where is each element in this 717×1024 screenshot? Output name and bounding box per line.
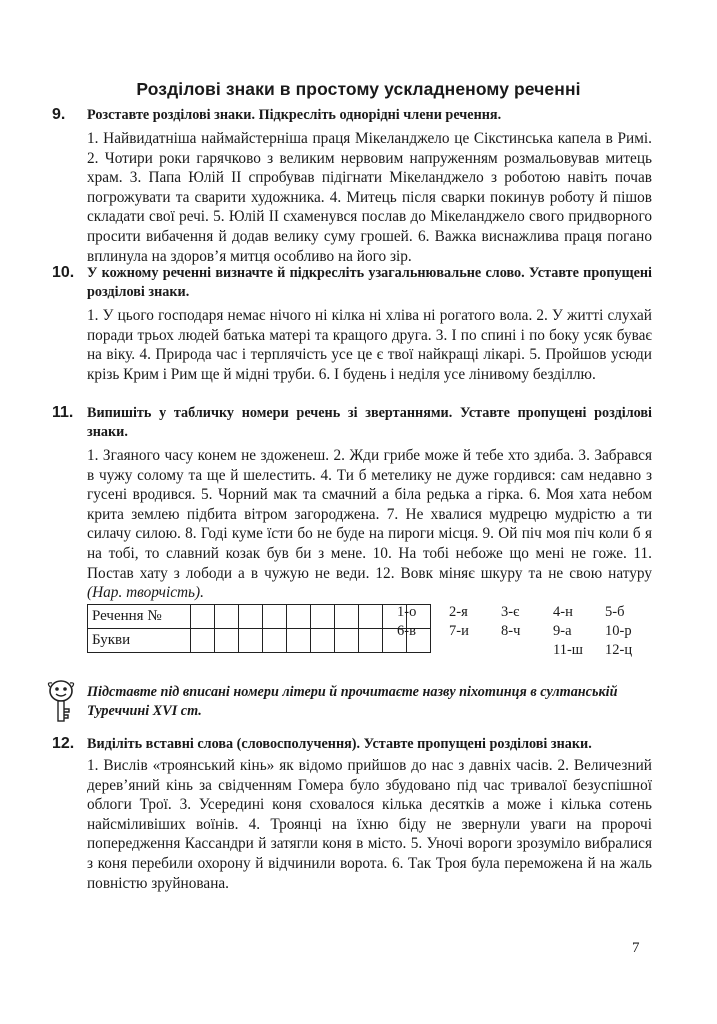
key-row <box>397 641 657 660</box>
key-item: 2-я <box>449 604 468 620</box>
answer-cell[interactable] <box>359 629 383 653</box>
exercise-task: Випишіть у табличку номери речень зі звертаннями. Уставте пропущені розділові знаки. <box>87 405 652 440</box>
exercise-body-text: 1. Згаяного часу конем не здоженеш. 2. Жди грибе може й тебе хто здиба. 3. Забрався в чужу солому та ще й шелестить. 4. Ти б метелику не дуже гордився: сам недавно з гусені вродився. 5. Чорний мак та смачний а біла редька а гірка. 6. Моя хата небом крита землею підбита вітром загороджена. 7. Не хвалися мудрецю мудрістю а ти силачу силою. 8. Годі куме їсти бо не буде на пироги місця. 9. Ой піч моя піч коли б я на тобі, то славний козак був би з мене. 10. На тобі небоже що мені не гоже. 11. Постав хату з лободи а в чужую не веди. 12. Вовк міняє шкуру та не свою натуру <box>87 447 652 582</box>
exercise-number: 9. <box>52 106 66 123</box>
answer-cell[interactable] <box>311 605 335 629</box>
key-item: 6-в <box>397 623 416 639</box>
key-item: 4-н <box>553 604 573 620</box>
key-item <box>449 641 501 660</box>
row-label-sentences: Речення № <box>88 605 191 629</box>
exercise-9 <box>52 106 652 266</box>
hint-note: Підставте під вписані номери літери й прочитаєте назву піхотинця в султанській Туреччині XVI ст. <box>87 684 618 719</box>
answer-cell[interactable] <box>263 629 287 653</box>
exercise-number: 11. <box>52 404 74 421</box>
exercise-10 <box>52 264 652 384</box>
answer-cell[interactable] <box>191 605 215 629</box>
key-item <box>397 641 449 660</box>
exercise-text: 1. Найвидатніша наймайстерніша праця Мікеланджело це Сікстинська капела в Римі. 2. Чотири роки гарячково з великим нервовим напруженням розмальовував митець храм. 3. Папа Юлій II спробував підігнати Мікеланджело з роботою навіть почав погрожувати та сварити художника. 4. Митець після сварки покинув роботу й пішов складати свої речі. 5. Юлій II схаменувся послав до Мікеланджело свого придворного просити вибачення й додав велику суму грошей. 6. Важка виснажлива праця погано вплинула на здоров’я митця особливо на його зір. <box>87 130 652 265</box>
key-row <box>397 622 657 641</box>
exercise-text: 1. Вислів «троянський кінь» як відомо прийшов до нас з давніх часів. 2. Величезний дерев’яний кінь за свідченням Гомера було збудовано під час тривалої безуспішної облоги Трої. 3. Усередині коня сховалося кілька десятків а може і кілька сотень найсміливіших воїнів. 4. Троянці на їхню біду не звернули уваги на пророчі попередження Кассандри й затягли коня в місто. 5. Уночі вороги зрозуміло вибралися з коня перебили охорону й відчинили ворота. 6. Так Троя була переможена й на жаль повністю зруйнована. <box>87 757 652 892</box>
answer-cell[interactable] <box>263 605 287 629</box>
answer-cell[interactable] <box>287 629 311 653</box>
exercise-12 <box>52 735 652 893</box>
exercise-task: Розставте розділові знаки. Підкресліть однорідні члени речення. <box>87 107 502 123</box>
key-row <box>397 603 657 622</box>
key-item: 11-ш <box>553 642 583 658</box>
key-item: 7-и <box>449 623 469 639</box>
exercise-number: 10. <box>52 264 75 281</box>
page-number: 7 <box>632 940 640 956</box>
row-label-letters: Букви <box>88 629 191 653</box>
section-heading: Розділові знаки в простому ускладненому реченні <box>136 79 581 99</box>
answer-cell[interactable] <box>215 605 239 629</box>
key-item: 10-р <box>605 623 632 639</box>
answer-cell[interactable] <box>311 629 335 653</box>
exercise-task: Виділіть вставні слова (словосполучення). Уставте пропущені розділові знаки. <box>87 736 592 752</box>
answer-cell[interactable] <box>191 629 215 653</box>
answer-cell[interactable] <box>359 605 383 629</box>
answer-cell[interactable] <box>335 629 359 653</box>
exercise-number: 12. <box>52 735 75 752</box>
letter-key <box>397 603 657 660</box>
exercise-11 <box>52 404 652 603</box>
table-row <box>88 605 431 629</box>
answer-cell[interactable] <box>239 629 263 653</box>
exercise-task: У кожному реченні визначте й підкресліть узагальнювальне слово. Уставте пропущені розділові знаки. <box>87 265 652 300</box>
key-item: 3-є <box>501 604 520 620</box>
table-row <box>88 629 431 653</box>
key-item <box>501 641 553 660</box>
answer-cell[interactable] <box>215 629 239 653</box>
key-icon <box>44 678 78 724</box>
key-item: 9-а <box>553 623 572 639</box>
source-note: (Нар. творчість). <box>87 584 204 602</box>
exercise-text <box>87 446 652 603</box>
answer-cell[interactable] <box>335 605 359 629</box>
answer-cell[interactable] <box>239 605 263 629</box>
answer-cell[interactable] <box>287 605 311 629</box>
answer-table <box>87 604 431 653</box>
key-item: 8-ч <box>501 623 521 639</box>
exercise-text: 1. У цього господаря немає нічого ні кілка ні хліва ні рогатого вола. 2. У житті слухай поради трьох людей батька матері та кращого друга. 3. І по спині і по боку усяк буває на віку. 4. Природа час і терплячість усе це є твої найкращі лікарі. 5. Пройшов усюди крізь Крим і Рим ще й мідні труби. 6. І будень і неділя усе лінивому безділлю. <box>87 307 652 383</box>
key-item: 12-ц <box>605 642 633 658</box>
key-item: 1-о <box>397 604 417 620</box>
key-item: 5-б <box>605 604 625 620</box>
